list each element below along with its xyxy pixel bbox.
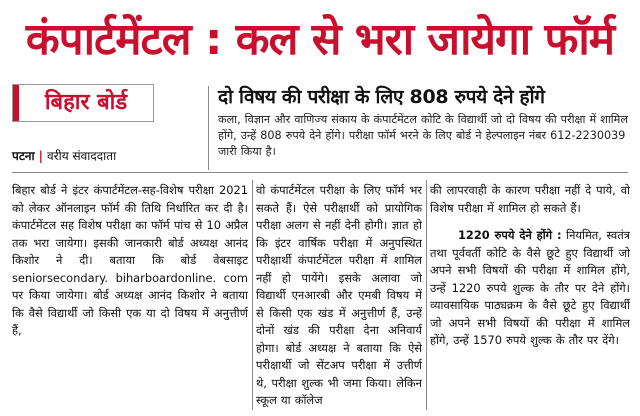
tag-label: बिहार बोर्ड (44, 90, 128, 115)
column-3-paragraph-1: की लापरवाही के कारण परीक्षा नहीं दे पाये, वो विशेष परीक्षा में शामिल हो सकते हैं। (430, 183, 630, 215)
article-column-1 (12, 182, 248, 410)
byline (12, 148, 202, 164)
divider-horizontal (12, 172, 628, 173)
column-2-text: वो कंपार्टमेंटल परीक्षा के लिए फॉर्म भर सकते हैं। ऐसे परीक्षार्थी को प्रायोगिक परीक्षा अलग से नहीं देनी होगी। ज्ञात हो कि इंटर वार्षिक परीक्षा में अनुपस्थित परीक्षार्थी कंपार्टमेंटल परीक्षा में शामिल नहीं हो पायेंगे। इसके अलावा जो विद्यार्थी एनआरबी और एमबी विषय में से किसी एक खंड में अनुत्तीर्ण हैं, उन्हें दोनों खंड की परीक्षा देना अनिवार्य होगा। बोर्ड अध्यक्ष ने बताया कि ऐसे परीक्षार्थी जो सेंटअप परीक्षा में उत्तीर्ण थे, परीक्षा शुल्क भी जमा किया। लेकिन स्कूल या कॉलेज (256, 183, 422, 407)
column-divider-1 (252, 180, 253, 410)
subsection-heading: 1220 रुपये देने होंगे : (458, 228, 562, 242)
divider-vertical-top (208, 86, 209, 170)
subheadline: दो विषय की परीक्षा के लिए 808 रुपये देने होंगे (218, 86, 545, 108)
byline-place: पटना (12, 149, 35, 163)
intro-paragraph: कला, विज्ञान और वाणिज्य संकाय के कंपार्टमेंटल कोटि के विद्यार्थी जो दो विषय की परीक्षा में शामिल होंगे, उन्हें 808 रुपये देने होंगे। परीक्षा फॉर्म भरने के लिए बोर्ड ने हेल्पलाइन नंबर 612-2230039 जारी किया है। (218, 113, 628, 158)
article-column-3 (430, 182, 630, 410)
column-3-paragraph-2 (430, 227, 630, 350)
column-3-paragraph-2-text: नियमित, स्वतंत्र तथा पूर्ववर्ती कोटि के वैसे छूटे हुए विद्यार्थी जो अपने सभी विषयों की परीक्षा में शामिल होंगे, उन्हें 1220 रुपये शुल्क के तौर पर देने होंगे। व्यावसायिक पाठ्यक्रम के वैसे छूटे हुए विद्यार्थी जो अपने सभी विषयों की परीक्षा में शामिल होंगे, उन्हें 1570 रुपये शुल्क के तौर पर देंगे। (430, 228, 630, 347)
section-tag (12, 84, 154, 122)
byline-separator: | (38, 149, 44, 163)
byline-reporter: वरीय संवाददाता (47, 149, 117, 163)
article-column-2 (256, 182, 422, 410)
headline: कंपार्टमेंटल : कल से भरा जायेगा फॉर्म (25, 14, 615, 65)
column-divider-2 (426, 180, 427, 410)
column-1-text: बिहार बोर्ड ने इंटर कंपार्टमेंटल-सह-विशेष परीक्षा 2021 को लेकर ऑनलाइन फॉर्म की तिथि निर्धारित कर दी है। कंपार्टमेंटल सह विशेष परीक्षा का फॉर्म पांच से 10 अप्रैल तक भरा जायेगा। इसकी जानकारी बोर्ड अध्यक्ष आनंद किशोर ने दी। बताया कि बोर्ड वेबसाइट seniorsecondary. biharboardonline. com पर किया जायेगा। बोर्ड अध्यक्ष आनंद किशोर ने बताया कि वैसे विद्यार्थी जो किसी एक या दो विषय में अनुत्तीर्ण हैं, (12, 183, 248, 337)
